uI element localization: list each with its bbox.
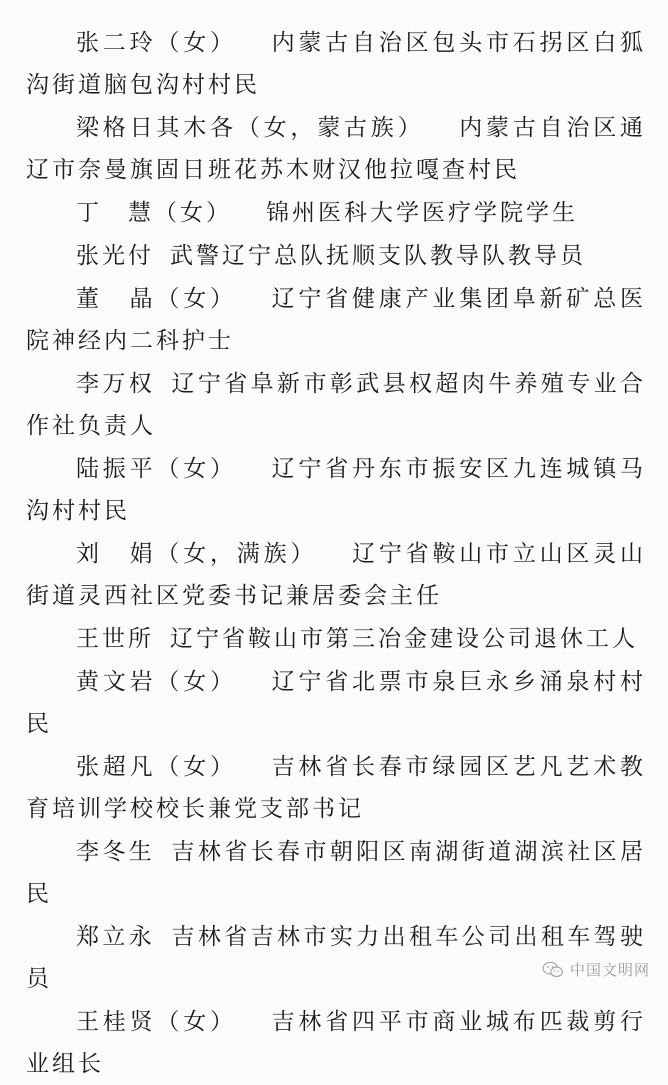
wechat-icon (542, 961, 564, 979)
list-item (26, 107, 646, 191)
person-name: 郑立永 (76, 924, 156, 950)
person-description: 辽宁省阜新市彰武县权超肉牛养殖专业合作社负责人 (26, 371, 647, 439)
person-name: 董 晶 (76, 286, 157, 312)
list-item (26, 831, 646, 915)
list-item (26, 916, 646, 1000)
person-description: 辽宁省丹东市振安区九连城镇马沟村村民 (26, 456, 647, 524)
list-item (26, 192, 646, 234)
list-item (26, 235, 646, 277)
person-description: 吉林省吉林市实力出租车公司出租车驾驶员 (26, 924, 647, 992)
person-description: 辽宁省鞍山市立山区灵山街道灵西社区党委书记兼居委会主任 (26, 541, 647, 609)
person-name: 梁格日其木各 (76, 115, 237, 141)
list-item (26, 448, 646, 532)
list-item (26, 278, 646, 362)
person-note: （女，蒙古族） (236, 115, 425, 141)
person-note: （女） (154, 200, 232, 226)
list-item (26, 1001, 646, 1085)
person-description: 内蒙古自治区包头市石拐区白狐沟街道脑包沟村村民 (26, 30, 647, 98)
person-note: （女） (156, 669, 237, 695)
person-note: （女） (156, 754, 237, 780)
watermark-text: 中国文明网 (569, 961, 650, 979)
watermark (542, 959, 650, 980)
person-description: 辽宁省鞍山市第三冶金建设公司退休工人 (170, 626, 638, 652)
person-name: 张超凡 (76, 754, 157, 780)
person-name: 王桂贤 (76, 1009, 157, 1035)
person-name: 丁 慧 (76, 200, 154, 226)
person-note: （女） (156, 1009, 237, 1035)
person-description: 辽宁省健康产业集团阜新矿总医院神经内二科护士 (26, 286, 647, 354)
person-description: 辽宁省北票市泉巨永乡涌泉村村民 (26, 669, 647, 737)
person-name: 李冬生 (76, 839, 156, 865)
person-description: 武警辽宁总队抚顺支队教导队教导员 (170, 243, 586, 269)
person-note: （女） (156, 286, 237, 312)
list-item (26, 533, 646, 617)
person-name: 张二玲 (76, 30, 157, 56)
person-description: 吉林省长春市绿园区艺凡艺术教育培训学校校长兼党支部书记 (26, 754, 647, 822)
person-description: 锦州医科大学医疗学院学生 (266, 200, 578, 226)
person-name: 黄文岩 (76, 669, 157, 695)
list-item (26, 746, 646, 830)
person-description: 内蒙古自治区通辽市奈曼旗固日班花苏木财汉他拉嘎查村民 (26, 115, 647, 183)
list-item (26, 22, 646, 106)
person-name: 王世所 (76, 626, 154, 652)
person-note: （女） (156, 456, 237, 482)
person-description: 吉林省四平市商业城布匹裁剪行业组长 (26, 1009, 647, 1077)
person-description: 吉林省长春市朝阳区南湖街道湖滨社区居民 (26, 839, 647, 907)
list-item (26, 363, 646, 447)
person-name: 刘 娟 (76, 541, 157, 567)
person-name: 张光付 (76, 243, 154, 269)
person-note: （女） (156, 30, 237, 56)
person-name: 陆振平 (76, 456, 157, 482)
list-item (26, 661, 646, 745)
list-item (26, 618, 646, 660)
person-name: 李万权 (76, 371, 156, 397)
person-note: （女，满族） (156, 541, 318, 567)
